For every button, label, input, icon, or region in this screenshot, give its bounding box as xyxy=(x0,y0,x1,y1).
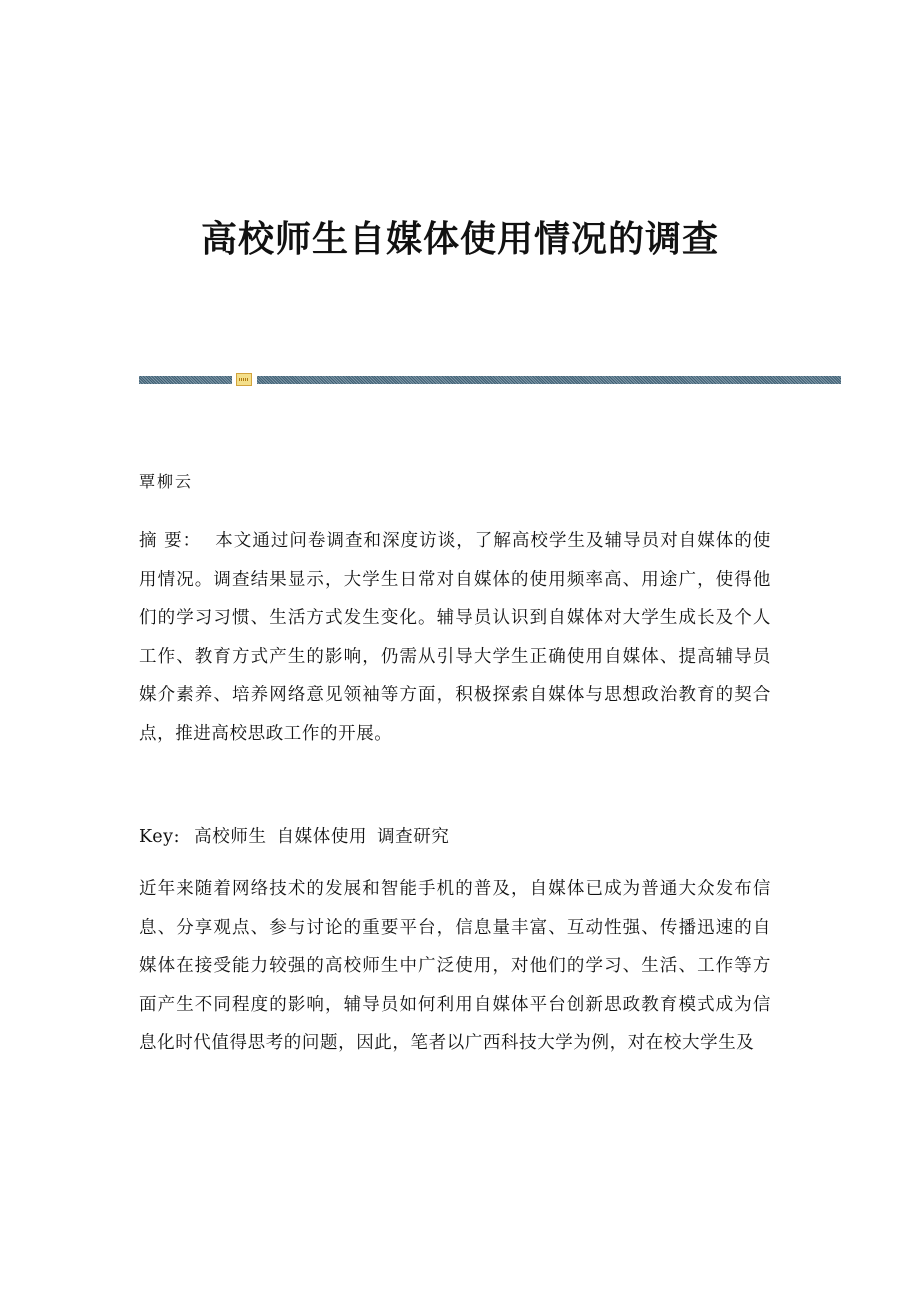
title-divider-right xyxy=(257,376,841,384)
keyword: 自媒体使用 xyxy=(276,827,368,847)
keywords-line xyxy=(139,818,459,856)
document-title: 高校师生自媒体使用情况的调查 xyxy=(200,219,719,260)
abstract-paragraph xyxy=(139,522,771,754)
body-paragraph: 近年来随着网络技术的发展和智能手机的普及，自媒体已成为普通大众发布信息、分享观点、参与讨论的重要平台，信息量丰富、互动性强、传播迅速的自媒体在接受能力较强的高校师生中广泛使用，对他们的学习、生活、工作等方面产生不同程度的影响，辅导员如何利用自媒体平台创新思政教育模式成为信息化时代值得思考的问题，因此，笔者以广西科技大学为例，对在校大学生及 xyxy=(139,879,771,1054)
keyword: 高校师生 xyxy=(194,827,267,847)
abstract-label: 摘 要： xyxy=(139,531,202,551)
keyword: 调查研究 xyxy=(377,827,450,847)
title-divider-left xyxy=(139,376,232,384)
keywords-label: Key: xyxy=(139,827,181,847)
abstract-text: 本文通过问卷调查和深度访谈，了解高校学生及辅导员对自媒体的使用情况。调查结果显示，大学生日常对自媒体的使用频率高、用途广，使得他们的学习习惯、生活方式发生变化。辅导员认识到自媒体对大学生成长及个人工作、教育方式产生的影响，仍需从引导大学生正确使用自媒体、提高辅导员媒介素养、培养网络意见领袖等方面，积极探索自媒体与思想政治教育的契合点，推进高校思政工作的开展。 xyxy=(139,531,772,744)
author-name: 覃柳云 xyxy=(139,472,194,491)
divider-ornament-icon xyxy=(236,373,252,386)
